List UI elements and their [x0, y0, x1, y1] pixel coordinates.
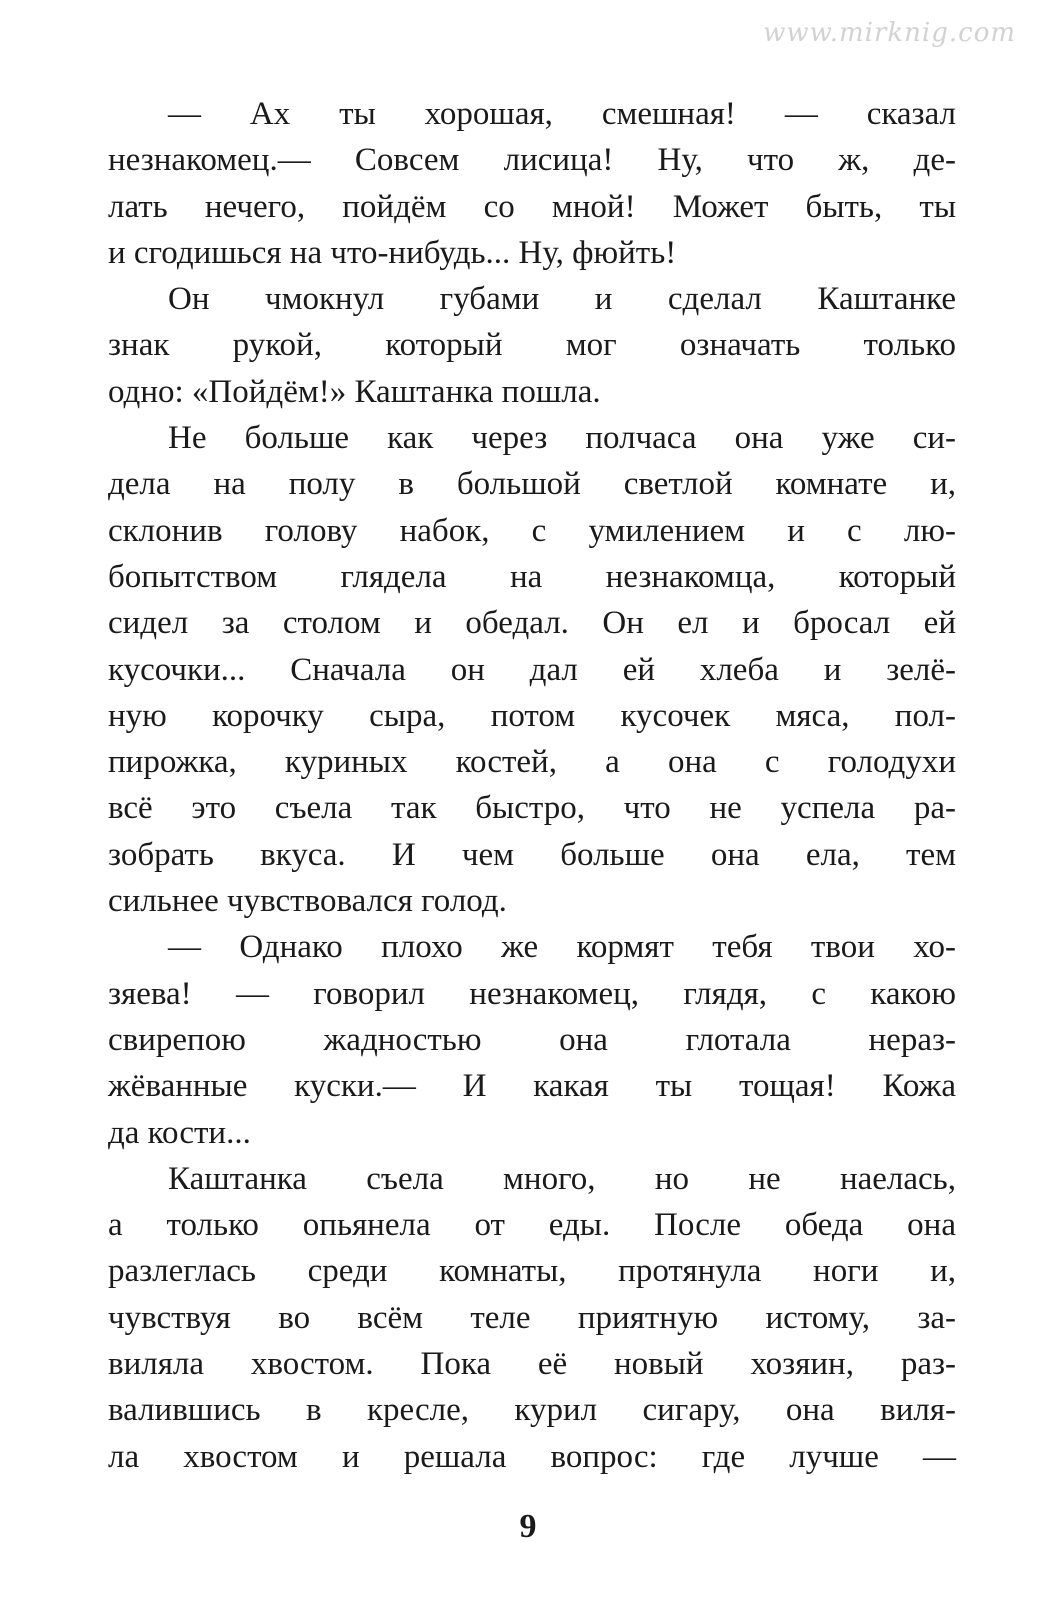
text-line: жёванные куски.— И какая ты тощая! Кожа — [108, 1068, 956, 1105]
text-line: сильнее чувствовался голод. — [108, 883, 507, 920]
body-text — [108, 91, 956, 1480]
text-line: склонив голову набок, с умилением и с лю- — [108, 512, 956, 549]
text-line: Не больше как через полчаса она уже си- — [168, 420, 956, 457]
watermark: www.mirknig.com — [763, 18, 1016, 48]
text-line: бопытством глядела на незнакомца, который — [108, 558, 956, 595]
text-line: сидел за столом и обедал. Он ел и бросал ей — [108, 605, 956, 642]
text-line: лать нечего, пойдём со мной! Может быть, ты — [108, 188, 956, 225]
text-line: пирожка, куриных костей, а она с голодухи — [108, 744, 956, 781]
text-line: зяева! — говорил незнакомец, глядя, с какою — [108, 975, 956, 1012]
text-line: знак рукой, который мог означать только — [108, 327, 956, 364]
text-line: а только опьянела от еды. После обеда она — [108, 1207, 956, 1244]
text-line: и сгодишься на что-нибудь... Ну, фюйть! — [108, 234, 677, 271]
text-line: ную корочку сыра, потом кусочек мяса, пол- — [108, 697, 956, 734]
text-line: виляла хвостом. Пока её новый хозяин, раз- — [108, 1346, 956, 1383]
text-line: чувствуя во всём теле приятную истому, за- — [108, 1299, 956, 1336]
text-line: Он чмокнул губами и сделал Каштанке — [168, 281, 956, 318]
text-line: — Однако плохо же кормят тебя твои хо- — [168, 929, 956, 966]
text-line: одно: «Пойдём!» Каштанка пошла. — [108, 373, 601, 410]
text-line: да кости... — [108, 1114, 251, 1151]
text-line: — Ах ты хорошая, смешная! — сказал — [168, 96, 956, 132]
text-line: свирепою жадностью она глотала нераз- — [108, 1021, 956, 1058]
text-line: разлеглась среди комнаты, протянула ноги и, — [108, 1253, 956, 1290]
page-number: 9 — [519, 1508, 537, 1545]
text-line: зобрать вкуса. И чем больше она ела, тем — [108, 836, 956, 873]
text-line: всё это съела так быстро, что не успела ра- — [108, 790, 956, 827]
text-line: кусочки... Сначала он дал ей хлеба и зелё- — [108, 651, 956, 688]
text-line: незнакомец.— Совсем лисица! Ну, что ж, де- — [108, 142, 956, 179]
text-line: валившись в кресле, курил сигару, она виля- — [108, 1392, 956, 1429]
text-line: Каштанка съела много, но не наелась, — [168, 1160, 956, 1197]
text-line: дела на полу в большой светлой комнате и, — [108, 466, 956, 503]
text-line: ла хвостом и решала вопрос: где лучше — — [108, 1438, 956, 1475]
